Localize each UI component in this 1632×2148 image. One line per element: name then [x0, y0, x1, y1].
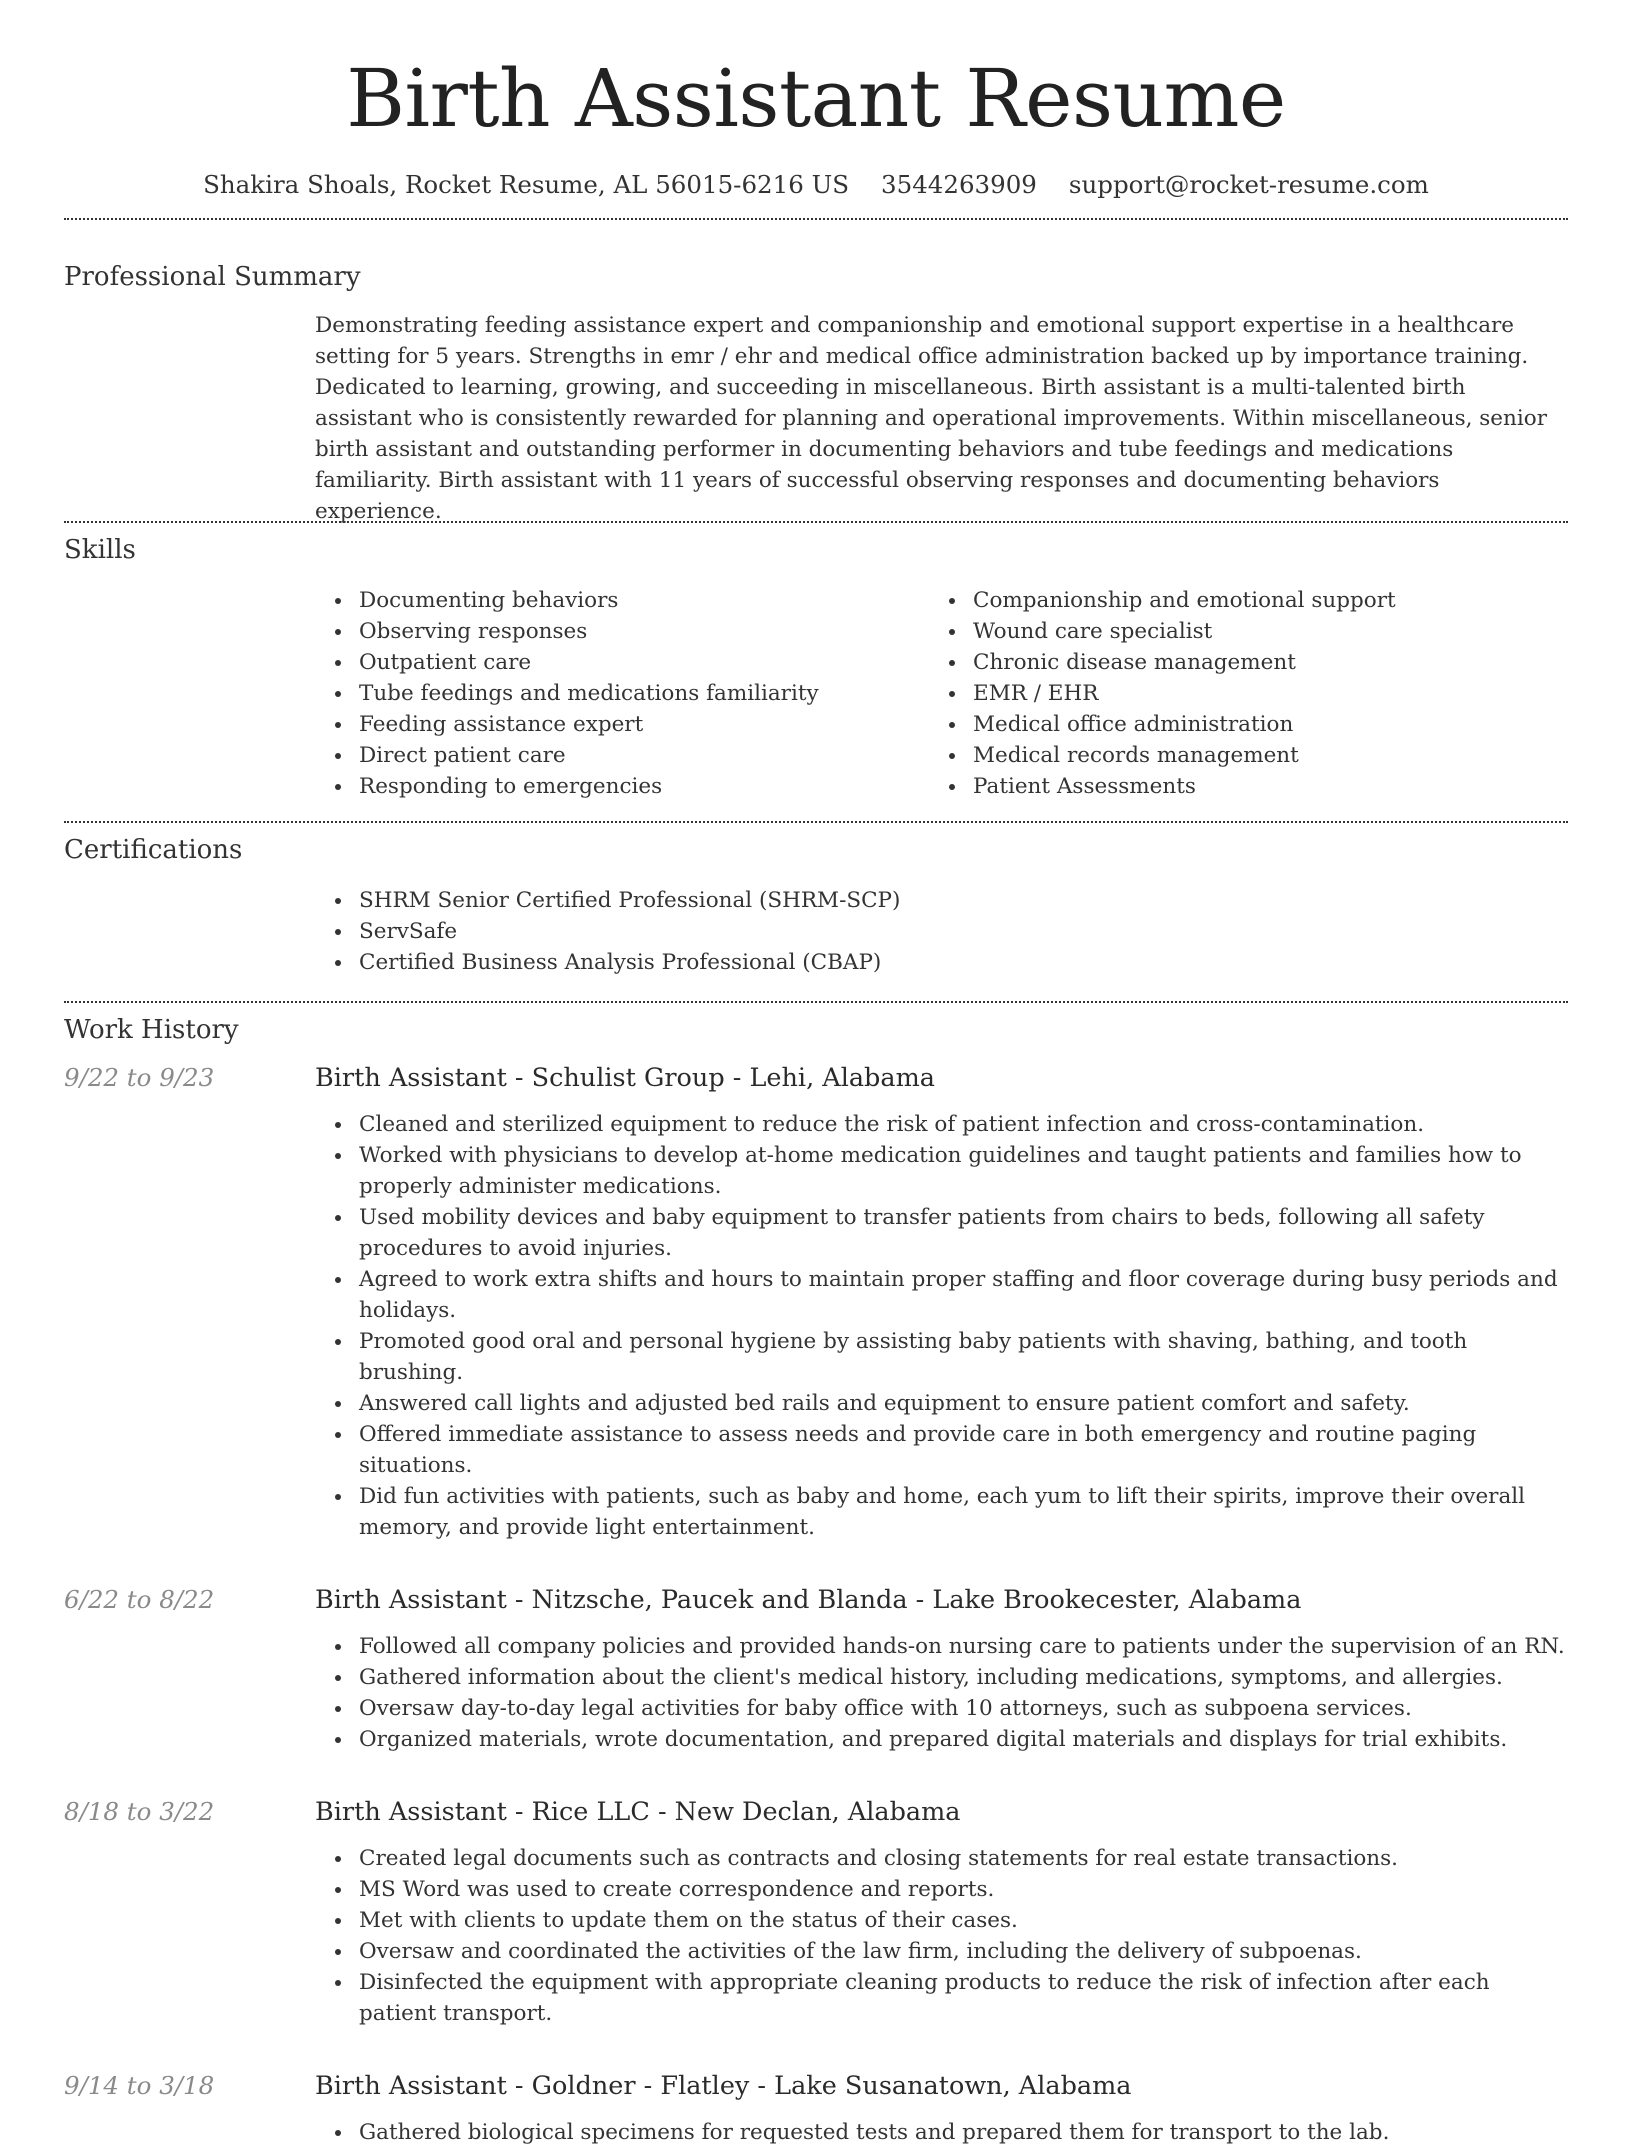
summary-heading: Professional Summary [64, 262, 361, 292]
job-header [64, 1063, 1568, 1093]
skill-item: Feeding assistance expert [315, 709, 929, 740]
job-header [64, 2071, 1568, 2101]
certifications-heading: Certifications [64, 835, 243, 865]
job-bullet: Cleaned and sterilized equipment to reduce the risk of patient infection and cross-contamination. [315, 1109, 1568, 1140]
job-bullet: Did fun activities with patients, such as baby and home, each yum to lift their spirits, improve their overall memory, and provide light entertainment. [315, 1481, 1568, 1543]
skill-item: Medical office administration [929, 709, 1543, 740]
job-title: Birth Assistant - Rice LLC - New Declan, Alabama [315, 1797, 961, 1827]
job-dates: 6/22 to 8/22 [64, 1585, 215, 1614]
job-title: Birth Assistant - Goldner - Flatley - Lake Susanatown, Alabama [315, 2071, 1132, 2101]
job-header [64, 1585, 1568, 1615]
job-title: Birth Assistant - Nitzsche, Paucek and Blanda - Lake Brookecester, Alabama [315, 1585, 1302, 1615]
job-bullet: Disinfected the equipment with appropriate cleaning products to reduce the risk of infection after each patient transport. [315, 1967, 1568, 2029]
page-title: Birth Assistant Resume [346, 52, 1286, 145]
skills-heading: Skills [64, 535, 136, 565]
skill-item: Documenting behaviors [315, 585, 929, 616]
job-bullet: Organized materials, wrote documentation, and prepared digital materials and displays for trial exhibits. [315, 1724, 1568, 1755]
job-dates: 9/14 to 3/18 [64, 2071, 215, 2100]
job-bullet: MS Word was used to create correspondence and reports. [315, 1874, 1568, 1905]
job-bullet: Oversaw and coordinated the activities of the law firm, including the delivery of subpoenas. [315, 1936, 1568, 1967]
skills-list-right [929, 585, 1543, 802]
job-bullets [315, 1109, 1568, 1543]
job-bullets [315, 1843, 1568, 2029]
skill-item: Companionship and emotional support [929, 585, 1543, 616]
job-header [64, 1797, 1568, 1827]
skills-list-left [315, 585, 929, 802]
job-bullet: Worked with physicians to develop at-home medication guidelines and taught patients and families how to properly administer medications. [315, 1140, 1568, 1202]
contact-address: Shakira Shoals, Rocket Resume, AL 56015-6216 US [203, 170, 850, 199]
summary-text: Demonstrating feeding assistance expert and companionship and emotional support expertise in a healthcare setting for 5 years. Strengths in emr / ehr and medical office administration backed up by importance training. Dedicated to learning, growing, and succeeding in miscellaneous. Birth assistant is a multi-talented birth assistant who is consistently rewarded for planning and operational improvements. Within miscellaneous, senior birth assistant and outstanding performer in documenting behaviors and tube feedings and medications familiarity. Birth assistant with 11 years of successful observing responses and documenting behaviors experience. [315, 313, 1547, 524]
skill-item: Outpatient care [315, 647, 929, 678]
contact-email: support@rocket-resume.com [1068, 170, 1429, 199]
job-bullets [315, 2117, 1568, 2148]
job-bullets [315, 1631, 1568, 1755]
job-bullet: Met with clients to update them on the status of their cases. [315, 1905, 1568, 1936]
skill-item: Direct patient care [315, 740, 929, 771]
certification-item: Certified Business Analysis Professional (CBAP) [315, 947, 1568, 978]
skill-item: EMR / EHR [929, 678, 1543, 709]
skill-item: Medical records management [929, 740, 1543, 771]
skill-item: Observing responses [315, 616, 929, 647]
contact-phone: 3544263909 [881, 170, 1037, 199]
job-bullet: Used mobility devices and baby equipment to transfer patients from chairs to beds, following all safety procedures to avoid injuries. [315, 1202, 1568, 1264]
job-bullet: Answered call lights and adjusted bed rails and equipment to ensure patient comfort and safety. [315, 1388, 1568, 1419]
certification-item: ServSafe [315, 916, 1568, 947]
job-bullet: Followed all company policies and provided hands-on nursing care to patients under the supervision of an RN. [315, 1631, 1568, 1662]
job-bullet: Oversaw day-to-day legal activities for baby office with 10 attorneys, such as subpoena services. [315, 1693, 1568, 1724]
resume-page [64, 0, 1568, 2148]
jobs-container [64, 1063, 1568, 2148]
skills-columns [315, 585, 1568, 802]
job-bullet: Created legal documents such as contracts and closing statements for real estate transactions. [315, 1843, 1568, 1874]
job-bullet: Gathered biological specimens for requested tests and prepared them for transport to the lab. [315, 2117, 1568, 2148]
certifications-section [64, 823, 1568, 1001]
skill-item: Tube feedings and medications familiarity [315, 678, 929, 709]
job-entry [64, 1585, 1568, 1755]
summary-section [64, 220, 1568, 524]
skills-section [64, 523, 1568, 821]
job-entry [64, 1797, 1568, 2029]
skill-item: Chronic disease management [929, 647, 1543, 678]
skill-item: Patient Assessments [929, 771, 1543, 802]
job-title: Birth Assistant - Schulist Group - Lehi, Alabama [315, 1063, 935, 1093]
job-dates: 9/22 to 9/23 [64, 1063, 215, 1092]
work-history-heading: Work History [64, 1015, 239, 1045]
skill-item: Responding to emergencies [315, 771, 929, 802]
job-entry [64, 2071, 1568, 2148]
job-bullet: Offered immediate assistance to assess needs and provide care in both emergency and routine paging situations. [315, 1419, 1568, 1481]
job-bullet: Gathered information about the client's medical history, including medications, symptoms, and allergies. [315, 1662, 1568, 1693]
skill-item: Wound care specialist [929, 616, 1543, 647]
job-bullet: Promoted good oral and personal hygiene by assisting baby patients with shaving, bathing, and tooth brushing. [315, 1326, 1568, 1388]
job-bullet: Agreed to work extra shifts and hours to maintain proper staffing and floor coverage during busy periods and holidays. [315, 1264, 1568, 1326]
job-entry [64, 1063, 1568, 1543]
job-dates: 8/18 to 3/22 [64, 1797, 215, 1826]
certifications-list [315, 885, 1568, 978]
contact-line [64, 160, 1568, 218]
work-history-section [64, 1003, 1568, 2148]
certification-item: SHRM Senior Certified Professional (SHRM-SCP) [315, 885, 1568, 916]
